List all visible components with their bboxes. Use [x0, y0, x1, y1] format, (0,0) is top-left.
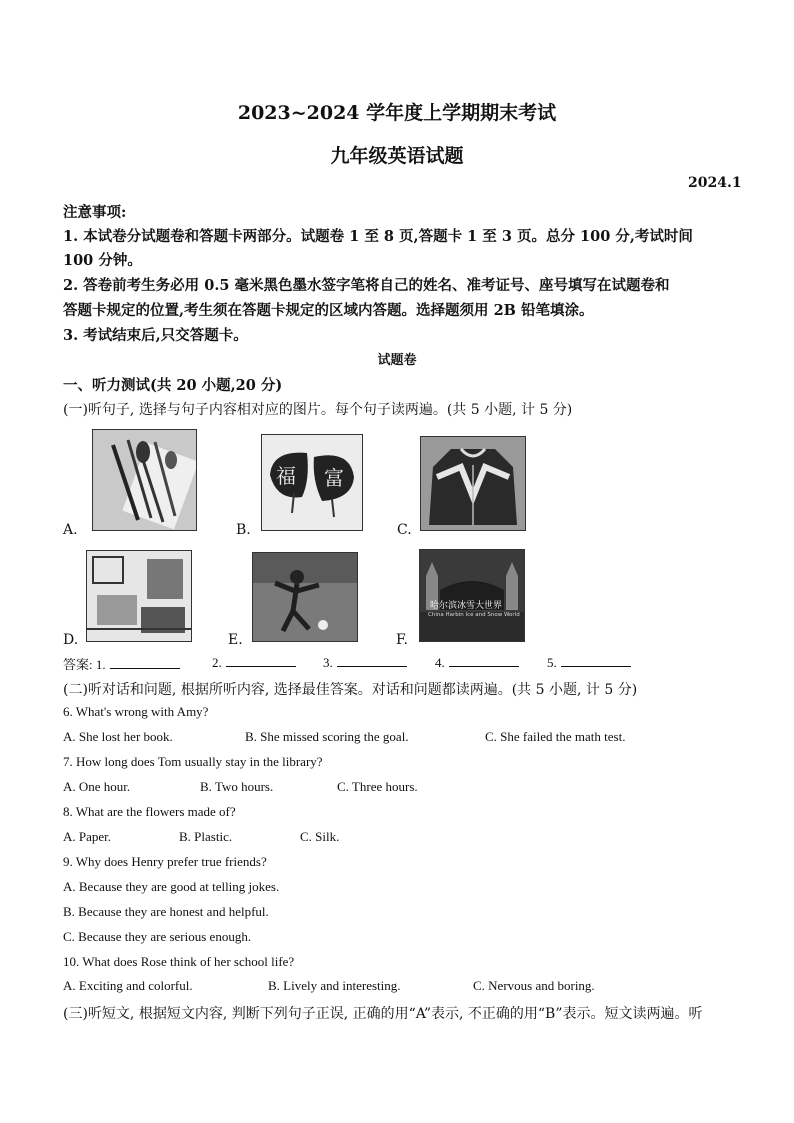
answer-blank-4[interactable] — [449, 654, 519, 667]
q6-option-a: A. She lost her book. — [63, 729, 173, 744]
answer-blank-3[interactable] — [337, 654, 407, 667]
notice-item-2: 2. 答卷前考生务必用 0.5 毫米黑色墨水签字笔将自己的姓名、准考证号、座号填写在试题卷和 — [63, 277, 670, 294]
image-label-b: B. — [236, 522, 251, 538]
notice-item-3: 3. 考试结束后,只交答题卡。 — [63, 327, 248, 344]
answer-blank-2[interactable] — [226, 654, 296, 667]
answer-num-2: 2. — [212, 655, 222, 670]
image-label-c: C. — [397, 522, 412, 538]
q7-option-a: A. One hour. — [63, 779, 131, 794]
q6-option-c: C. She failed the math test. — [485, 729, 626, 744]
q8-option-b: B. Plastic. — [179, 829, 233, 844]
image-label-a: A. — [63, 522, 78, 538]
cutlery-icon — [93, 430, 196, 530]
fu-char-2: 富 — [324, 466, 344, 490]
image-label-f: F. — [396, 632, 408, 648]
section-1-part-2: (二)听对话和问题, 根据所听内容, 选择最佳答案。对话和问题都读两遍。(共 5 小题, 计 5 分) — [63, 682, 638, 698]
exam-subtitle: 九年级英语试题 — [330, 145, 464, 167]
image-fu-characters — [261, 434, 363, 531]
answer-blank-1[interactable] — [110, 656, 180, 669]
fu-char-1: 福 — [276, 464, 296, 488]
section-1-part-3: (三)听短文, 根据短文内容, 判断下列句子正误, 正确的用“A”表示, 不正确的用“B”表示。短文读两遍。听 — [63, 1006, 703, 1022]
image-label-e: E. — [228, 632, 243, 648]
q8-option-c: C. Silk. — [300, 829, 340, 844]
section-1-title: 一、听力测试(共 20 小题,20 分) — [63, 377, 283, 394]
answer-item-5 — [547, 654, 631, 671]
image-soccer-player — [252, 552, 358, 642]
q6-option-b: B. She missed scoring the goal. — [245, 729, 409, 744]
question-6: 6. What's wrong with Amy? — [63, 704, 209, 719]
section-1-part-1: (一)听句子, 选择与句子内容相对应的图片。每个句子读两遍。(共 5 小题, 计 5 分) — [63, 402, 573, 418]
notice-item-1: 1. 本试卷分试题卷和答题卡两部分。试题卷 1 至 8 页,答题卡 1 至 3 页。总分 100 分,考试时间 — [63, 228, 693, 245]
exam-date: 2024.1 — [688, 175, 742, 191]
question-7: 7. How long does Tom usually stay in the library? — [63, 754, 323, 769]
room-icon — [87, 551, 191, 641]
image-ice-world — [419, 549, 525, 642]
answer-num-4: 4. — [435, 655, 445, 670]
soccer-player-icon — [253, 553, 357, 641]
q9-option-b: B. Because they are honest and helpful. — [63, 904, 269, 919]
q8-option-a: A. Paper. — [63, 829, 112, 844]
notice-heading: 注意事项: — [63, 204, 127, 221]
image-label-d: D. — [63, 632, 79, 648]
answer-num-5: 5. — [547, 655, 557, 670]
ice-castle-icon — [420, 550, 524, 641]
q7-option-c: C. Three hours. — [337, 779, 418, 794]
question-9: 9. Why does Henry prefer true friends? — [63, 854, 267, 869]
notice-item-1-cont: 100 分钟。 — [63, 252, 142, 269]
answer-num-1: 1. — [95, 657, 106, 672]
answer-label: 答案: — [63, 657, 93, 672]
jacket-icon — [421, 437, 525, 530]
question-8: 8. What are the flowers made of? — [63, 804, 236, 819]
question-10: 10. What does Rose think of her school life? — [63, 954, 295, 969]
image-cutlery — [92, 429, 197, 531]
q9-option-c: C. Because they are serious enough. — [63, 929, 252, 944]
q10-option-c: C. Nervous and boring. — [473, 978, 595, 993]
notice-item-2-cont: 答题卡规定的位置,考生须在答题卡规定的区域内答题。选择题须用 2B 铅笔填涂。 — [63, 302, 594, 319]
answer-item-3 — [323, 654, 407, 671]
paper-label: 试题卷 — [377, 353, 417, 368]
answer-num-3: 3. — [323, 655, 333, 670]
q7-option-b: B. Two hours. — [200, 779, 274, 794]
answer-item-2 — [212, 654, 296, 671]
answer-item-4 — [435, 654, 519, 671]
exam-title: 2023~2024 学年度上学期期末考试 — [237, 102, 557, 124]
image-room-drawing — [86, 550, 192, 642]
image-jacket — [420, 436, 526, 531]
ice-world-sign: 哈尔滨冰雪大世界 — [430, 601, 503, 611]
answer-row — [63, 654, 180, 673]
q9-option-a: A. Because they are good at telling jokes. — [63, 879, 280, 894]
answer-blank-5[interactable] — [561, 654, 631, 667]
q10-option-b: B. Lively and interesting. — [268, 978, 401, 993]
q10-option-a: A. Exciting and colorful. — [63, 978, 193, 993]
ice-world-subtitle: China Harbin Ice and Snow World — [428, 612, 520, 618]
